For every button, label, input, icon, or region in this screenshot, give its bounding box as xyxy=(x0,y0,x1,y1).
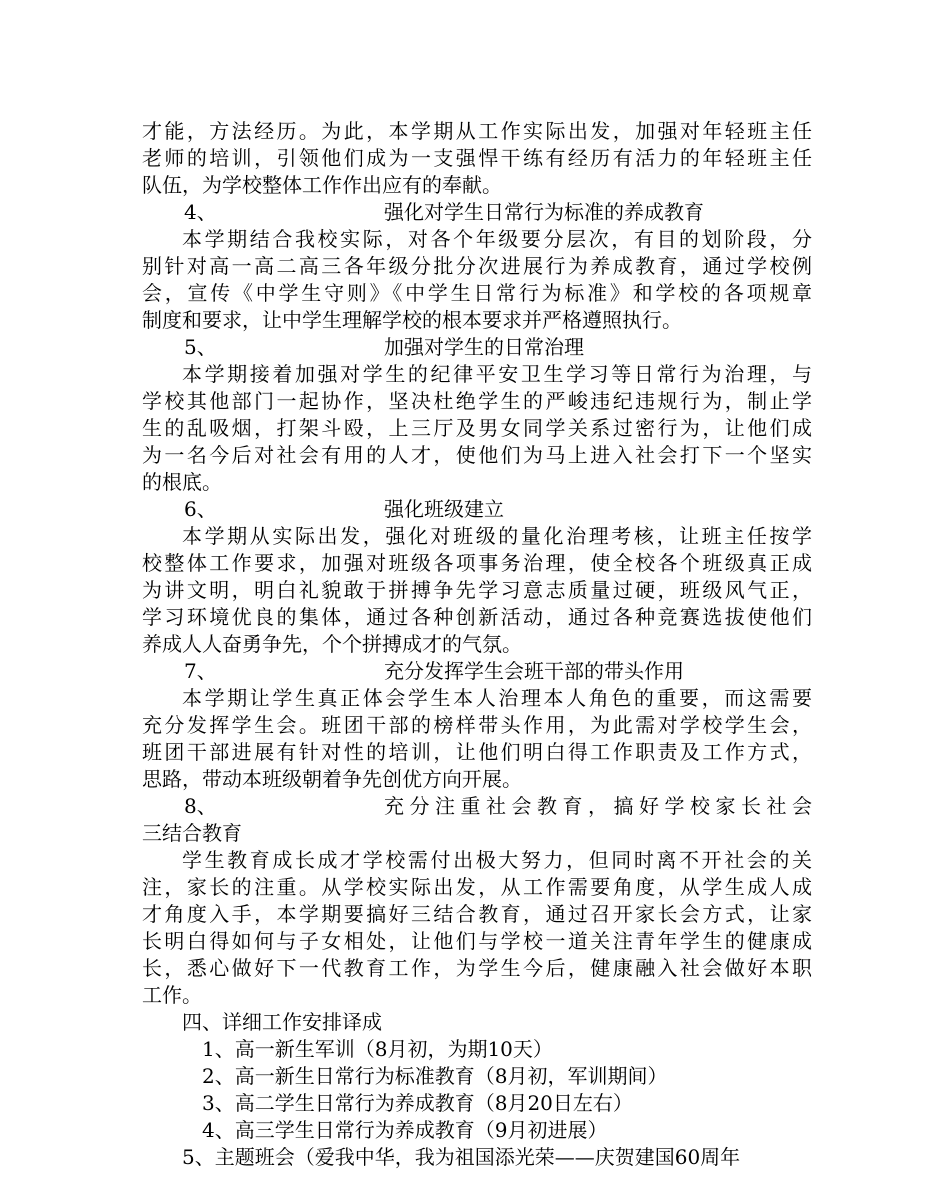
text-line: 班团干部进展有针对性的培训，让他们明白得工作职责及工作方式， xyxy=(142,740,812,764)
text-line: 的根底。 xyxy=(142,470,222,494)
section-heading-8 xyxy=(142,793,812,820)
list-item: 3、高二学生日常行为养成教育（8月20日左右） xyxy=(202,1091,633,1115)
list-item: 5、主题班会（爱我中华，我为祖国添光荣——庆贺建国60周年 xyxy=(182,1145,741,1169)
text-line: 三结合教育 xyxy=(142,821,242,845)
heading-number: 5、 xyxy=(184,335,217,359)
text-line: 队伍，为学校整体工作作出应有的奉献。 xyxy=(142,173,502,197)
text-line: 思路，带动本班级朝着争先创优方向开展。 xyxy=(142,767,522,791)
text-line: 学校其他部门一起协作，坚决杜绝学生的严峻违纪违规行为，制止学 xyxy=(142,389,812,413)
text-line: 学习环境优良的集体，通过各种创新活动，通过各种竞赛选拔使他们 xyxy=(142,605,812,629)
text-line: 本学期从实际出发，强化对班级的量化治理考核，让班主任按学 xyxy=(182,524,812,548)
list-item: 2、高一新生日常行为标准教育（8月初，军训期间） xyxy=(202,1064,668,1088)
heading-number: 6、 xyxy=(184,497,217,521)
text-line: 制度和要求，让中学生理解学校的根本要求并严格遵照执行。 xyxy=(142,308,682,332)
text-line: 为讲文明，明白礼貌敢于拼搏争先学习意志质量过硬，班级风气正， xyxy=(142,578,812,602)
heading-title: 加强对学生的日常治理 xyxy=(384,335,584,359)
section-heading-7 xyxy=(142,658,812,685)
heading-number: 4、 xyxy=(184,200,217,224)
heading-title: 充分注重社会教育，搞好学校家长社会 xyxy=(384,794,812,818)
text-line: 生的乱吸烟，打架斗殴，上三厅及男女同学关系过密行为，让他们成 xyxy=(142,416,812,440)
text-line: 本学期结合我校实际，对各个年级要分层次，有目的划阶段，分 xyxy=(182,227,812,251)
text-line: 别针对高一高二高三各年级分批分次进展行为养成教育，通过学校例 xyxy=(142,254,812,278)
text-line: 长，悉心做好下一代教育工作，为学生今后，健康融入社会做好本职 xyxy=(142,956,812,980)
section-heading-5 xyxy=(142,334,812,361)
section-heading-4 xyxy=(142,199,812,226)
text-line: 充分发挥学生会。班团干部的榜样带头作用，为此需对学校学生会， xyxy=(142,713,812,737)
heading-title: 强化对学生日常行为标准的养成教育 xyxy=(384,200,704,224)
text-line: 才角度入手，本学期要搞好三结合教育，通过召开家长会方式，让家 xyxy=(142,902,812,926)
heading-number: 8、 xyxy=(184,794,217,818)
text-line: 校整体工作要求，加强对班级各项事务治理，使全校各个班级真正成 xyxy=(142,551,812,575)
text-line: 学生教育成长成才学校需付出极大努力，但同时离不开社会的关 xyxy=(182,848,812,872)
text-line: 才能，方法经历。为此，本学期从工作实际出发，加强对年轻班主任 xyxy=(142,119,812,143)
text-line: 老师的培训，引领他们成为一支强悍干练有经历有活力的年轻班主任 xyxy=(142,146,812,170)
text-line: 本学期接着加强对学生的纪律平安卫生学习等日常行为治理，与 xyxy=(182,362,812,386)
section-title: 四、详细工作安排译成 xyxy=(182,1010,382,1034)
heading-number: 7、 xyxy=(184,659,217,683)
text-line: 会，宣传《中学生守则》《中学生日常行为标准》和学校的各项规章 xyxy=(142,281,812,305)
text-line: 长明白得如何与子女相处，让他们与学校一道关注青年学生的健康成 xyxy=(142,929,812,953)
text-line: 为一名今后对社会有用的人才，使他们为马上进入社会打下一个坚实 xyxy=(142,443,812,467)
section-heading-6 xyxy=(142,496,812,523)
heading-title: 充分发挥学生会班干部的带头作用 xyxy=(384,659,684,683)
text-line: 养成人人奋勇争先，个个拼搏成才的气氛。 xyxy=(142,632,522,656)
list-item: 4、高三学生日常行为养成教育（9月初进展） xyxy=(202,1118,608,1142)
document-body xyxy=(142,118,812,1171)
text-line: 本学期让学生真正体会学生本人治理本人角色的重要，而这需要 xyxy=(182,686,812,710)
text-line: 注，家长的注重。从学校实际出发，从工作需要角度，从学生成人成 xyxy=(142,875,812,899)
list-item: 1、高一新生军训（8月初，为期10天） xyxy=(202,1037,553,1061)
text-line: 工作。 xyxy=(142,983,202,1007)
heading-title: 强化班级建立 xyxy=(384,497,504,521)
